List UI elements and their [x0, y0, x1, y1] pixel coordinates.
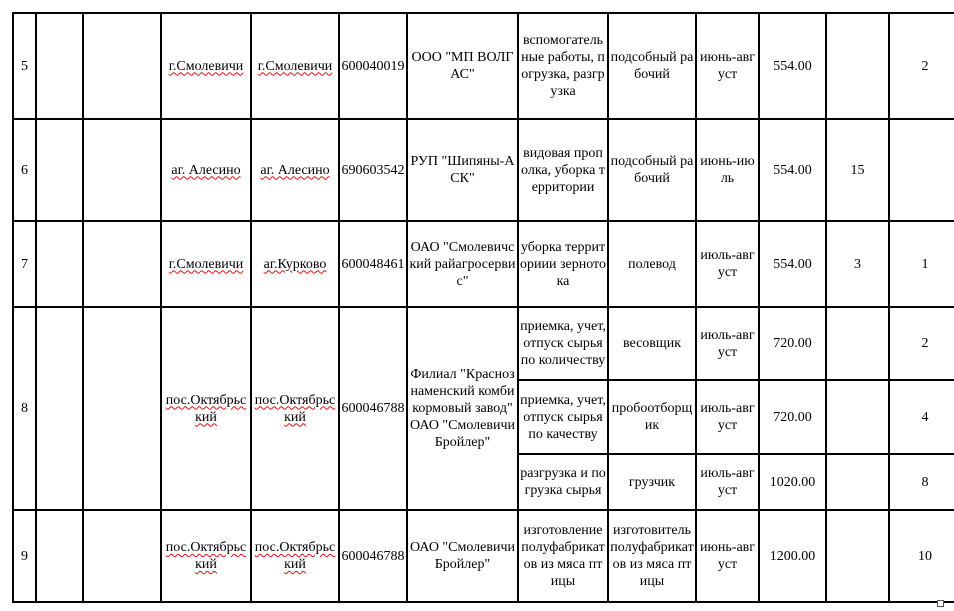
- unp-cell: 600040019: [339, 13, 407, 119]
- salary-cell: 554.00: [759, 119, 826, 221]
- count-a-cell: [826, 380, 889, 454]
- organization-cell: ОАО "Смолевичи Бройлер": [407, 510, 518, 602]
- count-a-cell: [826, 13, 889, 119]
- place-cell: [251, 221, 339, 307]
- count-a-cell: 3: [826, 221, 889, 307]
- profession-cell: полевод: [608, 221, 696, 307]
- salary-cell: 1200.00: [759, 510, 826, 602]
- count-b-cell: 2: [889, 13, 954, 119]
- salary-cell: 554.00: [759, 221, 826, 307]
- profession-cell: весовщик: [608, 307, 696, 380]
- empty-cell: [83, 307, 161, 510]
- place-cell: [251, 307, 339, 510]
- locality-cell: [161, 221, 251, 307]
- profession-cell: грузчик: [608, 454, 696, 510]
- count-a-cell: 15: [826, 119, 889, 221]
- salary-cell: 720.00: [759, 380, 826, 454]
- period-cell: июль-август: [696, 380, 759, 454]
- profession-cell: подсобный рабочий: [608, 119, 696, 221]
- locality-cell: [161, 13, 251, 119]
- work-type-cell: изготовление полуфабрикатов из мяса птицы: [518, 510, 608, 602]
- work-type-cell: вспомогательные работы, погрузка, разгрузка: [518, 13, 608, 119]
- table-row: [13, 307, 954, 380]
- work-type-cell: приемка, учет, отпуск сырья по качеству: [518, 380, 608, 454]
- table-row: [13, 13, 954, 119]
- empty-cell: [36, 510, 83, 602]
- profession-cell: пробоотборщик: [608, 380, 696, 454]
- period-cell: июль-август: [696, 307, 759, 380]
- row-number: 5: [13, 13, 36, 119]
- period-cell: июль-август: [696, 454, 759, 510]
- period-cell: июль-август: [696, 221, 759, 307]
- period-cell: июнь-июль: [696, 119, 759, 221]
- unp-cell: 600046788: [339, 510, 407, 602]
- empty-cell: [83, 13, 161, 119]
- empty-cell: [36, 119, 83, 221]
- count-b-cell: 8: [889, 454, 954, 510]
- locality-text: пос.Октябрьский: [165, 392, 247, 425]
- organization-cell: ОАО "Смолевичский райагросервис": [407, 221, 518, 307]
- table-row: [13, 510, 954, 602]
- empty-cell: [83, 221, 161, 307]
- count-b-cell: 10: [889, 510, 954, 602]
- profession-cell: подсобный рабочий: [608, 13, 696, 119]
- table-resize-handle[interactable]: [937, 600, 944, 607]
- place-cell: [251, 13, 339, 119]
- place-cell: [251, 119, 339, 221]
- count-a-cell: [826, 307, 889, 380]
- locality-text: г.Смолевичи: [168, 58, 244, 74]
- unp-cell: 600046788: [339, 307, 407, 510]
- empty-cell: [36, 13, 83, 119]
- row-number: 8: [13, 307, 36, 510]
- table-row: [13, 119, 954, 221]
- count-a-cell: [826, 454, 889, 510]
- count-b-cell: 1: [889, 221, 954, 307]
- place-text: пос.Октябрьский: [254, 392, 336, 425]
- locality-text: г.Смолевичи: [168, 256, 244, 272]
- locality-cell: [161, 510, 251, 602]
- profession-cell: изготовитель полуфабрикатов из мяса птицы: [608, 510, 696, 602]
- organization-cell: ООО "МП ВОЛГАС": [407, 13, 518, 119]
- place-text: аг.Курково: [263, 256, 327, 272]
- locality-text: пос.Октябрьский: [165, 540, 247, 572]
- period-cell: июнь-август: [696, 13, 759, 119]
- unp-cell: 690603542: [339, 119, 407, 221]
- place-text: аг. Алесино: [260, 162, 330, 178]
- unp-cell: 600048461: [339, 221, 407, 307]
- place-text: пос.Октябрьский: [254, 540, 336, 572]
- vacancy-table: [12, 12, 954, 603]
- empty-cell: [36, 221, 83, 307]
- table-row: [13, 221, 954, 307]
- row-number: 7: [13, 221, 36, 307]
- work-type-cell: приемка, учет, отпуск сырья по количеству: [518, 307, 608, 380]
- locality-text: аг. Алесино: [171, 162, 241, 178]
- count-b-cell: 4: [889, 380, 954, 454]
- work-type-cell: разгрузка и погрузка сырья: [518, 454, 608, 510]
- count-b-cell: 2: [889, 307, 954, 380]
- salary-cell: 554.00: [759, 13, 826, 119]
- work-type-cell: уборка территориии зернотока: [518, 221, 608, 307]
- count-b-cell: [889, 119, 954, 221]
- salary-cell: 720.00: [759, 307, 826, 380]
- organization-cell: РУП "Шипяны-АСК": [407, 119, 518, 221]
- period-cell: июнь-август: [696, 510, 759, 602]
- empty-cell: [36, 307, 83, 510]
- empty-cell: [83, 510, 161, 602]
- locality-cell: [161, 307, 251, 510]
- place-text: г.Смолевичи: [257, 58, 333, 74]
- row-number: 6: [13, 119, 36, 221]
- locality-cell: [161, 119, 251, 221]
- count-a-cell: [826, 510, 889, 602]
- row-number: 9: [13, 510, 36, 602]
- empty-cell: [83, 119, 161, 221]
- salary-cell: 1020.00: [759, 454, 826, 510]
- organization-cell: Филиал "Краснознаменский комбикормовый завод" ОАО "Смолевичи Бройлер": [407, 307, 518, 510]
- place-cell: [251, 510, 339, 602]
- work-type-cell: видовая прополка, уборка территории: [518, 119, 608, 221]
